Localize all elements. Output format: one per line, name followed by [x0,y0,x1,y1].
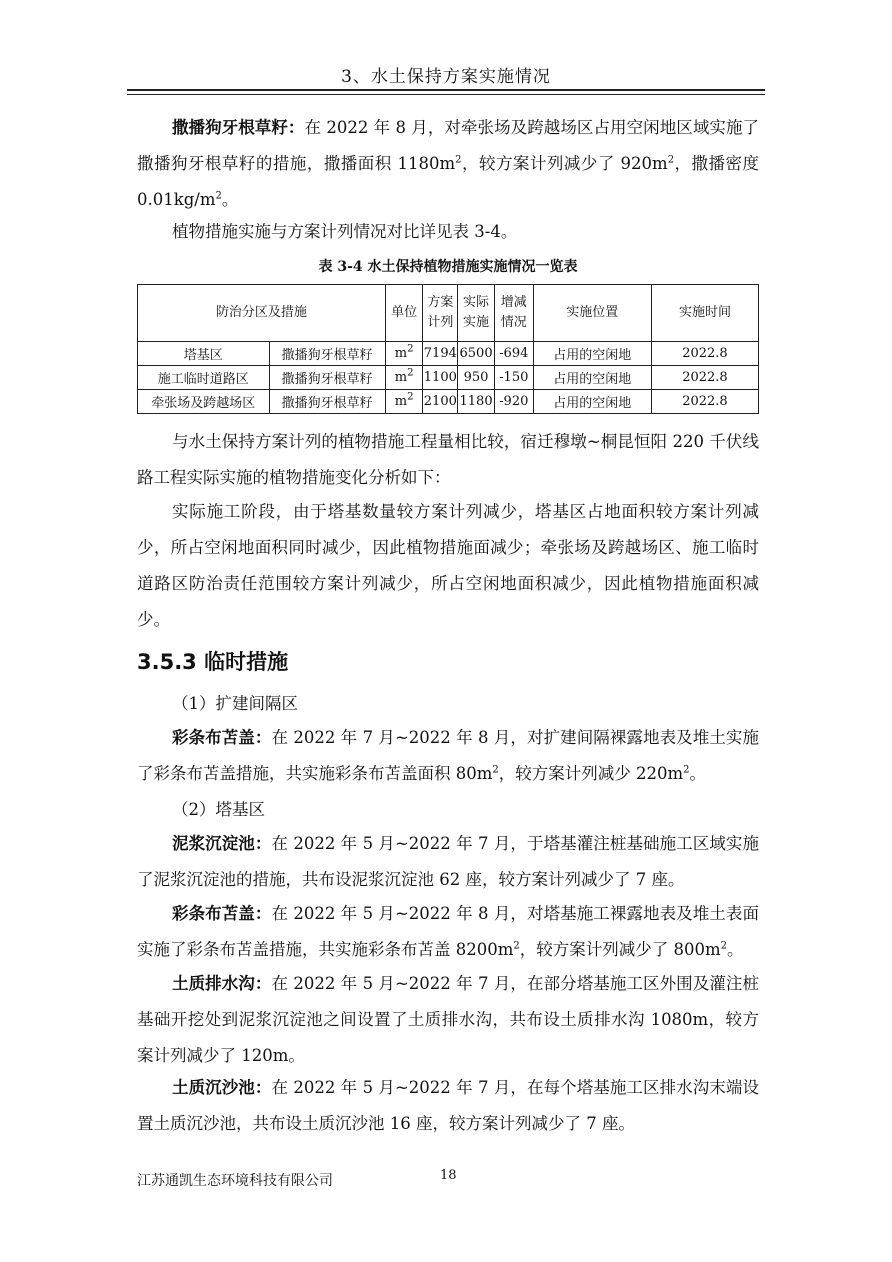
paragraph-tarp-cover-expansion: 彩条布苫盖：在 2022 年 7 月~2022 年 8 月，对扩建间隔裸露地表及堆土实施了彩条布苫盖措施，共实施彩条布苫盖面积 $80m^2$，较方案计列减少 $220m^2$。 [137,728,759,783]
cell-unit: $m^2$ [385,366,423,390]
cell-time: 2022.8 [651,390,758,414]
cell-plan: 2100 [423,390,458,414]
table-row [138,342,759,366]
subheading-tower-base: （2）塔基区 [172,800,265,819]
header-time: 实施时间 [651,285,758,342]
cell-location: 占用的空闲地 [533,342,651,366]
header-rule-thin [127,94,765,95]
page-number: 18 [440,1168,457,1183]
paragraph-drainage-ditch: 土质排水沟：在 2022 年 5 月~2022 年 7 月，在部分塔基施工区外围及灌注桩基础开挖处到泥浆沉淀池之间设置了土质排水沟，共布设土质排水沟 1080m，较方案计列减少了 120m。 [137,974,759,1065]
cell-area: 塔基区 [138,342,270,366]
paragraph-table-reference: 植物措施实施与方案计列情况对比详见表 3-4。 [172,222,518,241]
cell-measure: 撒播狗牙根草籽 [269,342,385,366]
cell-plan: 7194 [423,342,458,366]
table-header-row [138,285,759,342]
paragraph-mud-settling-pool: 泥浆沉淀池：在 2022 年 5 月~2022 年 7 月，于塔基灌注桩基础施工区域实施了泥浆沉淀池的措施，共布设泥浆沉淀池 62 座，较方案计列减少了 7 座。 [137,834,759,889]
cell-unit: $m^2$ [385,390,423,414]
cell-measure: 撒播狗牙根草籽 [269,390,385,414]
cell-measure: 撒播狗牙根草籽 [269,366,385,390]
table-row [138,366,759,390]
table-caption: 表 3-4 水土保持植物措施实施情况一览表 [318,259,578,275]
paragraph-sediment-pond: 土质沉沙池：在 2022 年 5 月~2022 年 7 月，在每个塔基施工区排水沟末端设置土质沉沙池，共布设土质沉沙池 16 座，较方案计列减少了 7 座。 [137,1078,759,1133]
cell-location: 占用的空闲地 [533,390,651,414]
cell-unit: $m^2$ [385,342,423,366]
cell-actual: 1180 [458,390,495,414]
subheading-expansion-bay: （1）扩建间隔区 [172,694,298,713]
footer-company: 江苏通凯生态环境科技有限公司 [137,1173,333,1189]
header-change: 增减情况 [494,285,533,342]
cell-time: 2022.8 [651,342,758,366]
paragraph-tarp-cover-tower: 彩条布苫盖：在 2022 年 5 月~2022 年 8 月，对塔基施工裸露地表及堆土表面实施了彩条布苫盖措施，共实施彩条布苫盖 $8200m^2$，较方案计列减少了 $800m^2$。 [137,904,759,959]
cell-area: 牵张场及跨越场区 [138,390,270,414]
table-row [138,390,759,414]
cell-location: 占用的空闲地 [533,366,651,390]
header-unit: 单位 [385,285,423,342]
cell-change: -694 [494,342,533,366]
header-location: 实施位置 [533,285,651,342]
cell-actual: 6500 [458,342,495,366]
paragraph-change-analysis: 实际施工阶段，由于塔基数量较方案计列减少，塔基区占地面积较方案计列减少，所占空闲地面积同时减少，因此植物措施面减少；牵张场及跨越场区、施工临时道路区防治责任范围较方案计列减少，所占空闲地面积减少，因此植物措施面积减少。 [137,502,759,629]
cell-time: 2022.8 [651,366,758,390]
paragraph-grass-seeding: 撒播狗牙根草籽：在 2022 年 8 月，对牵张场及跨越场区占用空闲地区域实施了撒播狗牙根草籽的措施，撒播面积 $1180m^2$，较方案计列减少了 $920m^2$，撒播密度 $0.01kg/m^2$。 [137,118,760,209]
paragraph-comparison: 与水土保持方案计列的植物措施工程量相比较，宿迁穆墩~桐昆恒阳 220 千伏线路工程实际实施的植物措施变化分析如下： [137,432,759,487]
section-title: 3.5.3 临时措施 [137,650,289,674]
header-area: 防治分区及措施 [138,285,386,342]
header-plan: 方案计列 [423,285,458,342]
page-header-title: 3、水土保持方案实施情况 [341,67,551,87]
header-actual: 实际实施 [458,285,495,342]
cell-change: -920 [494,390,533,414]
cell-actual: 950 [458,366,495,390]
cell-change: -150 [494,366,533,390]
header-rule-thick [127,89,765,91]
plant-measures-table [137,284,759,414]
cell-area: 施工临时道路区 [138,366,270,390]
cell-plan: 1100 [423,366,458,390]
